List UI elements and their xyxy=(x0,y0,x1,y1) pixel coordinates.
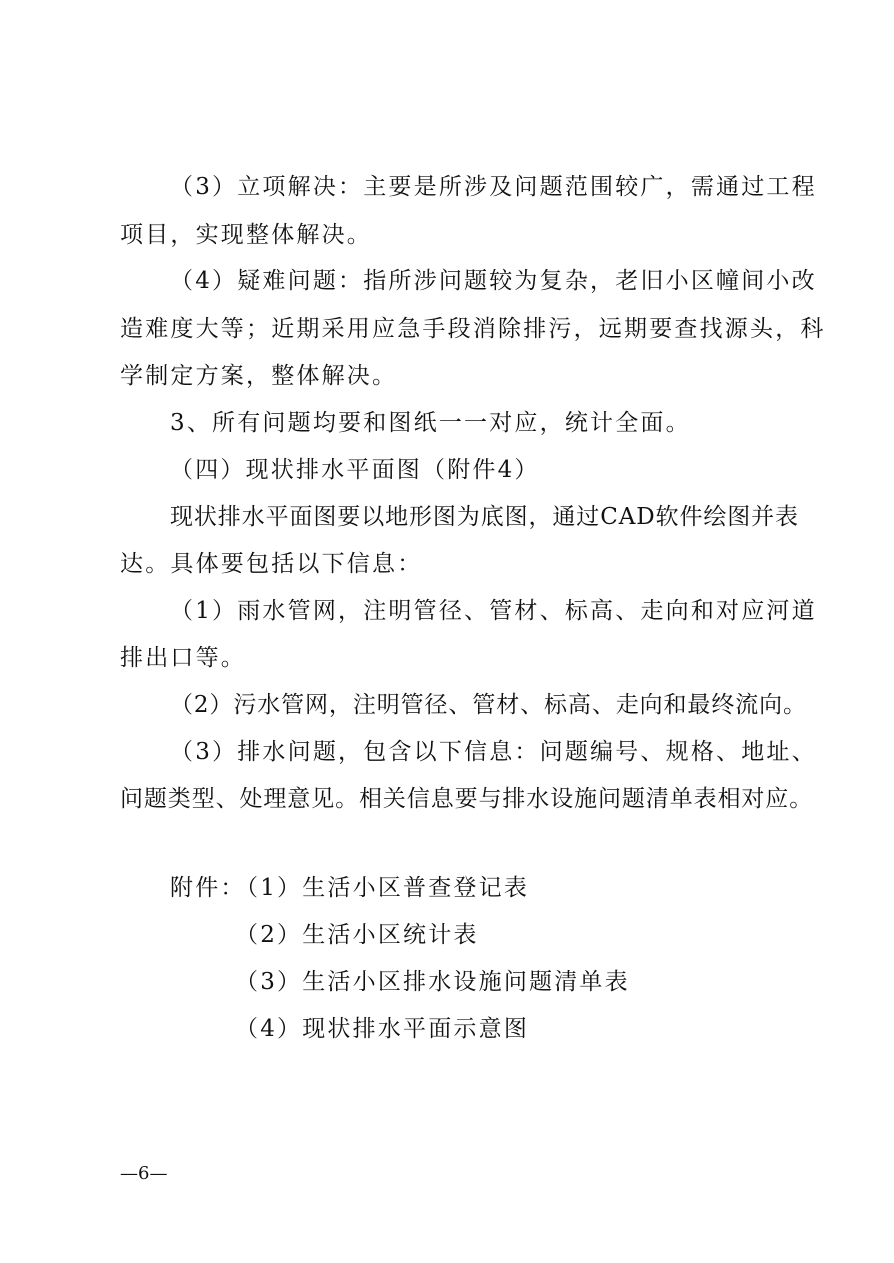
paragraph-line: 现状排水平面图要以地形图为底图，通过CAD软件绘图并表 xyxy=(170,504,799,530)
section-heading: （四）现状排水平面图（附件4） xyxy=(170,457,540,483)
paragraph-line: 达。具体要包括以下信息： xyxy=(120,551,423,577)
attachment-item: （1）生活小区普查登记表 xyxy=(235,875,530,901)
attachment-item: （3）生活小区排水设施问题清单表 xyxy=(235,969,630,995)
paragraph-line: 学制定方案，整体解决。 xyxy=(120,363,398,389)
paragraph-line: （1）雨水管网，注明管径、管材、标高、走向和对应河道 xyxy=(170,598,817,624)
paragraph-line: 3、所有问题均要和图纸一一对应，统计全面。 xyxy=(170,410,691,436)
attachments-label: 附件： xyxy=(170,875,246,901)
attachment-item: （2）生活小区统计表 xyxy=(235,922,479,948)
paragraph-line: （3）立项解决：主要是所涉及问题范围较广，需通过工程 xyxy=(170,174,817,200)
page-number: —6— xyxy=(120,1163,168,1184)
paragraph-line: 造难度大等；近期采用应急手段消除排污，远期要查找源头，科 xyxy=(120,316,826,342)
paragraph-line: 排出口等。 xyxy=(120,645,246,671)
paragraph-line: 问题类型、处理意见。相关信息要与排水设施问题清单表相对应。 xyxy=(120,786,814,812)
paragraph-line: （2）污水管网，注明管径、管材、标高、走向和最终流向。 xyxy=(170,692,807,718)
paragraph-line: （4）疑难问题：指所涉问题较为复杂，老旧小区幢间小改 xyxy=(170,268,817,294)
attachment-item: （4）现状排水平面示意图 xyxy=(235,1016,530,1042)
paragraph-line: （3）排水问题，包含以下信息：问题编号、规格、地址、 xyxy=(170,739,817,765)
paragraph-line: 项目，实现整体解决。 xyxy=(120,222,372,248)
